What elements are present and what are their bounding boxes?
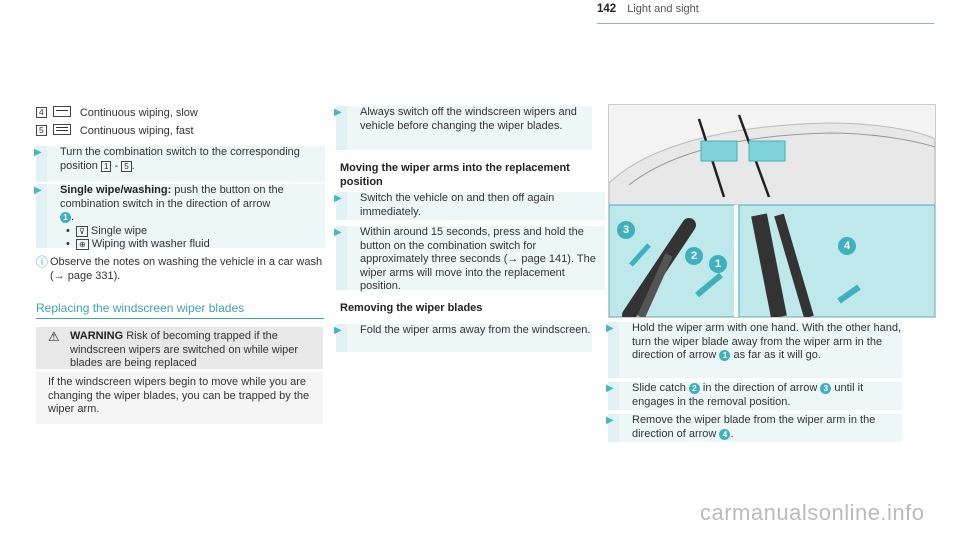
- single-wipe-icon: ⊽: [76, 226, 88, 237]
- key-5: 5: [36, 125, 47, 136]
- key-4: 4: [36, 107, 47, 118]
- section-heading-removing: Removing the wiper blades: [340, 302, 483, 314]
- step-slide-catch: ▶ Slide catch 2 in the direction of arrow 3 until it engages in the removal position.: [608, 382, 902, 410]
- warning-box-body: If the windscreen wipers begin to move while you are changing the wiper blades, you can be trapped by the wiper arm.: [36, 372, 323, 424]
- callout-2: 2: [685, 247, 703, 265]
- step-press-hold: ▶ Within around 15 seconds, press and hold the button on the combination switch for approximately three seconds (→ page 141). The wiper arms will move into the replacement position.: [336, 226, 605, 290]
- step-arrow-icon: [336, 324, 347, 352]
- step-remove-blade: ▶ Remove the wiper blade from the wiper arm in the direction of arrow 4 .: [608, 414, 902, 442]
- step-switch-off: ▶ Always switch off the windscreen wipers and vehicle before changing the wiper blades.: [336, 106, 592, 150]
- step-turn-blade: ▶ Hold the wiper arm with one hand. With the other hand, turn the wiper blade away from the wiper arm in the direction of arrow 1 as far as it will go.: [608, 322, 902, 378]
- step-arrow-icon: [608, 414, 619, 442]
- step-arrow-icon: [36, 146, 47, 182]
- page-header: [597, 3, 934, 24]
- wiper-setting-4: 4 Continuous wiping, slow: [36, 106, 198, 121]
- callout-1: 1: [709, 255, 727, 273]
- step-switch-on-off: ▶ Switch the vehicle on and then off again immediately.: [336, 192, 605, 220]
- slow-wipe-icon: [53, 106, 71, 117]
- illustration-svg: [609, 105, 935, 317]
- watermark: carmanualsonline.info: [700, 500, 925, 525]
- callout-4: 4: [838, 237, 856, 255]
- info-note: ⓘ Observe the notes on washing the vehicle in a car wash (→ page 331).: [36, 255, 323, 282]
- washer-icon: ⊕: [76, 239, 89, 250]
- step-single-wipe: ▶ Single wipe/washing: push the button on the combination switch in the direction of arrow 1 . • ⊽ Single wipe • ⊕ Wiping with washer fluid: [36, 184, 325, 248]
- info-icon: ⓘ: [36, 255, 49, 269]
- step-arrow-icon: [336, 192, 347, 220]
- step-arrow-icon: [36, 184, 47, 248]
- fast-wipe-icon: [53, 124, 71, 135]
- bullet-washer: • ⊕ Wiping with washer fluid: [66, 238, 210, 250]
- section-title: Light and sight: [627, 3, 699, 15]
- page-number: 142: [597, 3, 617, 15]
- callout-1: 1: [60, 212, 71, 223]
- wiper-setting-5: 5 Continuous wiping, fast: [36, 124, 194, 139]
- step-turn-switch: ▶ Turn the combination switch to the corresponding position 1 - 5 .: [36, 146, 325, 182]
- step-fold-arms: ▶ Fold the wiper arms away from the windscreen.: [336, 324, 592, 352]
- section-heading-moving: Moving the wiper arms into the replacement position: [340, 162, 570, 188]
- step-arrow-icon: [336, 226, 347, 290]
- callout-3: 3: [617, 221, 635, 239]
- section-heading-replacing: Replacing the windscreen wiper blades: [36, 302, 324, 319]
- step-arrow-icon: [608, 382, 619, 410]
- step-arrow-icon: [608, 322, 619, 378]
- step-arrow-icon: [336, 106, 347, 150]
- wiper-illustration: [608, 104, 936, 318]
- warning-triangle-icon: ⚠: [48, 329, 60, 344]
- bullet-single-wipe: • ⊽ Single wipe: [66, 224, 148, 237]
- warning-box-head: ⚠ WARNING Risk of becoming trapped if the windscreen wipers are switched on while wiper blades are being replaced: [36, 327, 323, 369]
